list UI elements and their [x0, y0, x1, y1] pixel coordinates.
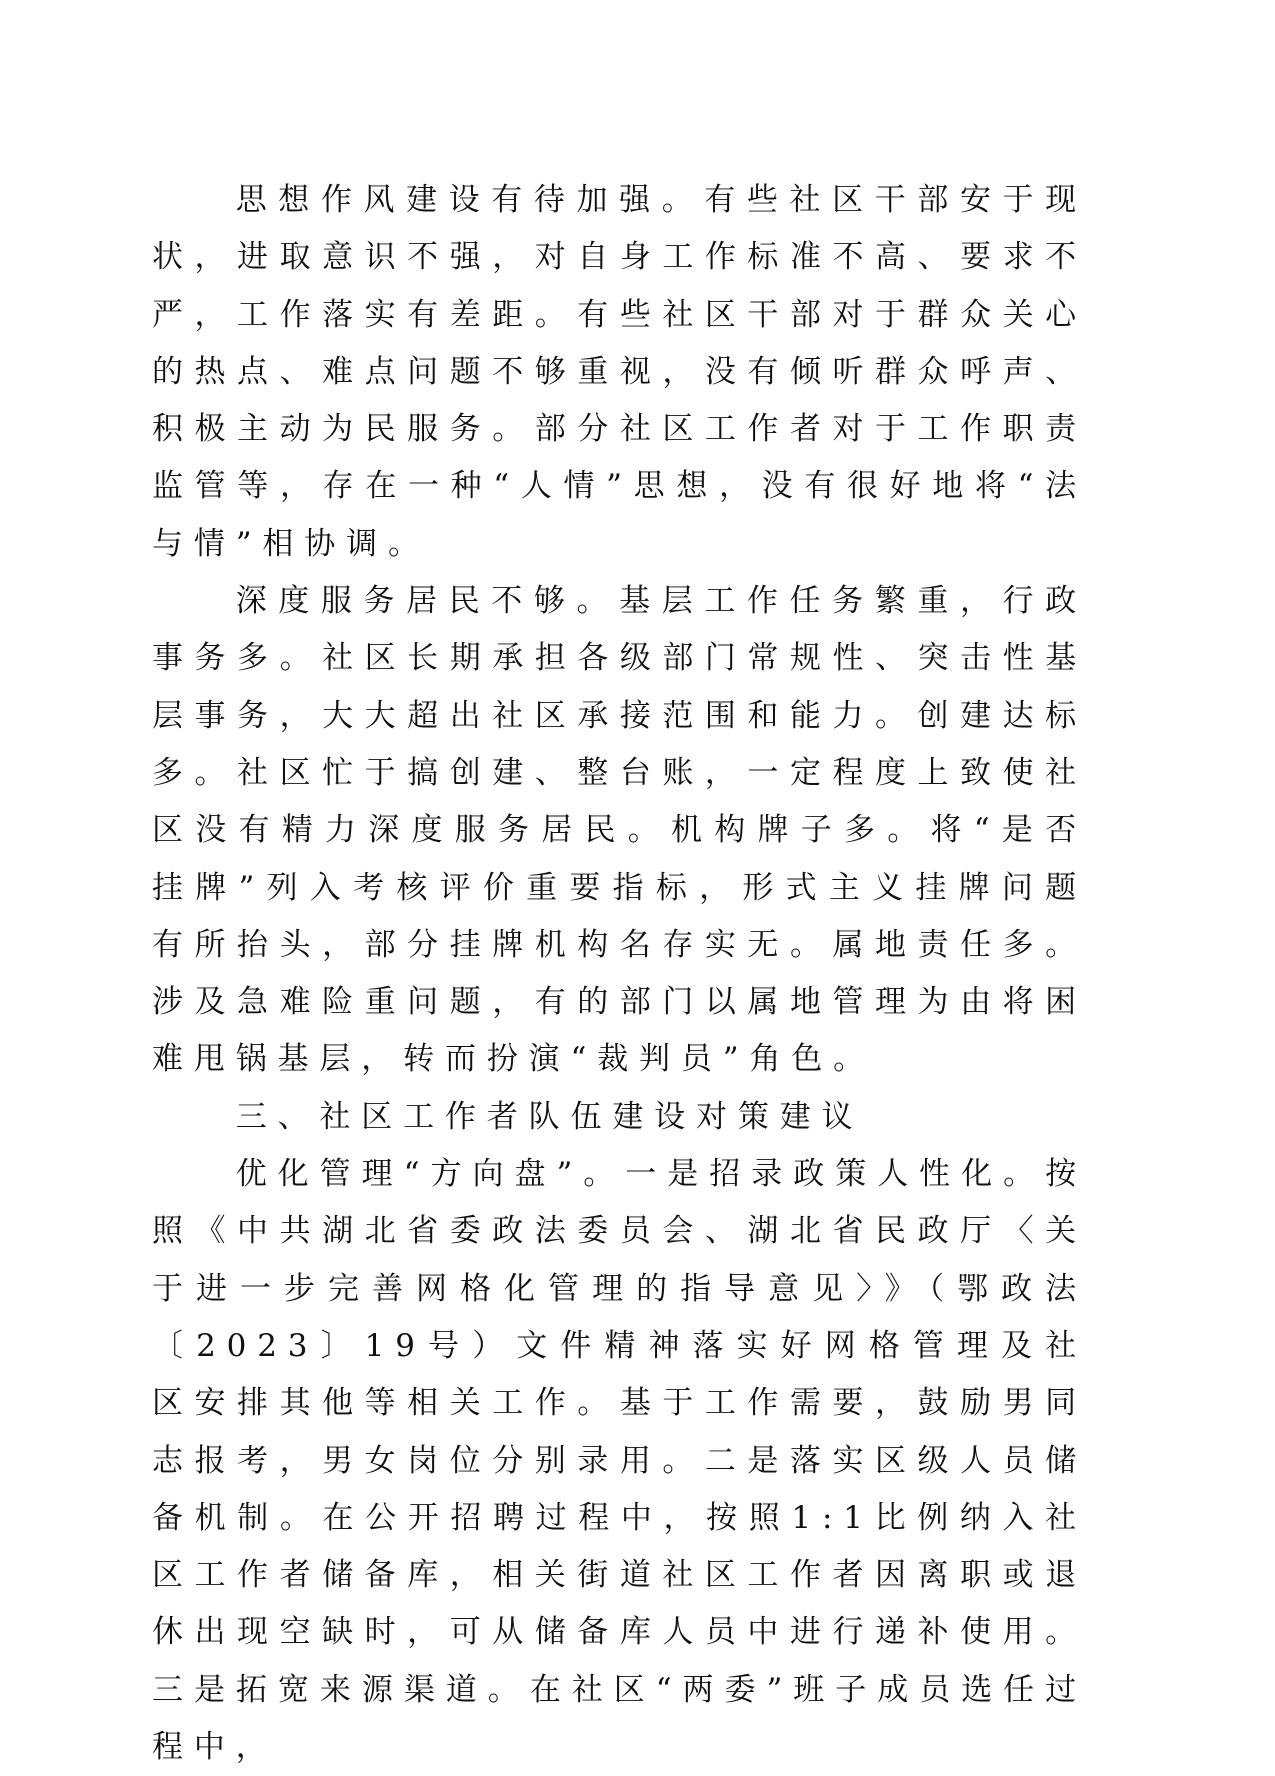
section-heading: 三、社区工作者队伍建设对策建议: [235, 1098, 864, 1135]
document-body: [152, 172, 1087, 1776]
paragraph-management: 优化管理“方向盘”。一是招录政策人性化。按照《中共湖北省委政法委员会、湖北省民政厅〈关于进一步完善网格化管理的指导意见〉》（鄂政法〔2023〕19号）文件精神落实好网格管理及社区安排其他等相关工作。基于工作需要，鼓励男同志报考，男女岗位分别录用。二是落实区级人员储备机制。在公开招聘过程中，按照1:1比例纳入社区工作者储备库，相关街道社区工作者因离职或退休出现空缺时，可从储备库人员中进行递补使用。三是拓宽来源渠道。在社区“两委”班子成员选任过程中，: [152, 1156, 1087, 1766]
paragraph-ideological-style: 思想作风建设有待加强。有些社区干部安于现状，进取意识不强，对自身工作标准不高、要求不严，工作落实有差距。有些社区干部对于群众关心的热点、难点问题不够重视，没有倾听群众呼声、积极主动为民服务。部分社区工作者对于工作职责监管等，存在一种“人情”思想，没有很好地将“法与情”相协调。: [152, 182, 1087, 562]
paragraph-resident-service: 深度服务居民不够。基层工作任务繁重，行政事务多。社区长期承担各级部门常规性、突击性基层事务，大大超出社区承接范围和能力。创建达标多。社区忙于搞创建、整台账，一定程度上致使社区没有精力深度服务居民。机构牌子多。将“是否挂牌”列入考核评价重要指标，形式主义挂牌问题有所抬头，部分挂牌机构名存实无。属地责任多。涉及急难险重问题，有的部门以属地管理为由将困难甩锅基层，转而扮演“裁判员”角色。: [152, 583, 1087, 1078]
